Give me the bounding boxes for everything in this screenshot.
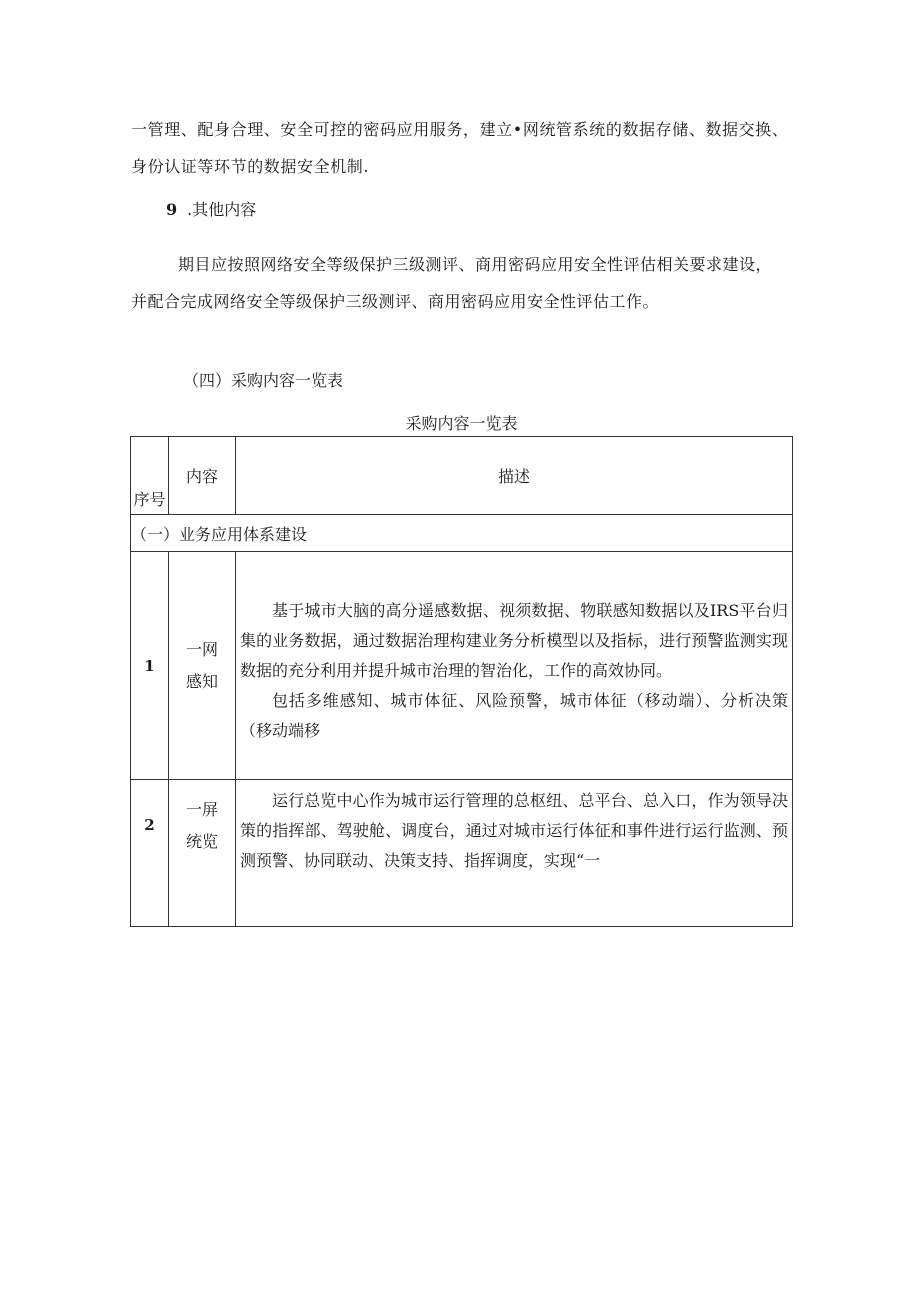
paragraph-line: 一管理、配身合理、安全可控的密码应用服务，建立•网统管系统的数据存储、数据交换、 <box>131 120 789 139</box>
description-paragraph: 基于城市大脑的高分遥感数据、视须数据、物联感知数据以及IRS平台归集的业务数据，通过数据治理构建业务分析模型以及指标，进行预警监测实现数据的充分利用并提升城市治理的智治化，工作的高效协同。 <box>240 600 788 680</box>
row-name-line: 感知 <box>185 671 218 691</box>
description-paragraph: 运行总览中心作为城市运行管理的总枢纽、总平台、总入口，作为领导决策的指挥部、驾驶舱、调度台，通过对城市运行体征和事件进行运行监测、预测预警、协同联动、决策支持、指挥调度，实现“一 <box>240 791 788 870</box>
paragraph-line: 并配合完成网络安全等级保护三级测评、商用密码应用安全性评估工作。 <box>131 292 660 311</box>
header-description: 描述 <box>236 437 793 515</box>
row-name-line: 一网 <box>185 639 218 659</box>
header-content: 内容 <box>169 437 236 515</box>
row-name <box>169 552 236 780</box>
row-name <box>169 780 236 927</box>
row-description <box>236 552 793 780</box>
row-name-line: 统览 <box>185 832 218 851</box>
row-name-line: 一屏 <box>185 800 218 819</box>
procurement-table <box>130 436 793 927</box>
procurement-section-title: （四）采购内容一览表 <box>183 371 344 390</box>
row-description <box>236 780 793 927</box>
section-title: .其他内容 <box>187 200 257 219</box>
table-group-row <box>131 515 793 552</box>
table-caption: 采购内容一览表 <box>405 414 518 433</box>
description-paragraph: 包括多维感知、城市体征、风险预警，城市体征（移动端）、分析决策（移动端移 <box>240 690 788 740</box>
paragraph-line: 期目应按照网络安全等级保护三级测评、商用密码应用安全性评估相关要求建设， <box>178 255 773 274</box>
table-header-row <box>131 437 793 515</box>
table-row <box>131 780 793 927</box>
table-row <box>131 552 793 780</box>
section-number: 9 <box>166 200 178 219</box>
paragraph-line: 身份认证等环节的数据安全机制. <box>131 157 370 176</box>
group-title: （一）业务应用体系建设 <box>131 515 793 552</box>
section-heading-9 <box>166 200 256 220</box>
row-number: 1 <box>131 552 169 780</box>
header-seq: 序号 <box>131 437 169 515</box>
row-number: 2 <box>131 780 169 927</box>
